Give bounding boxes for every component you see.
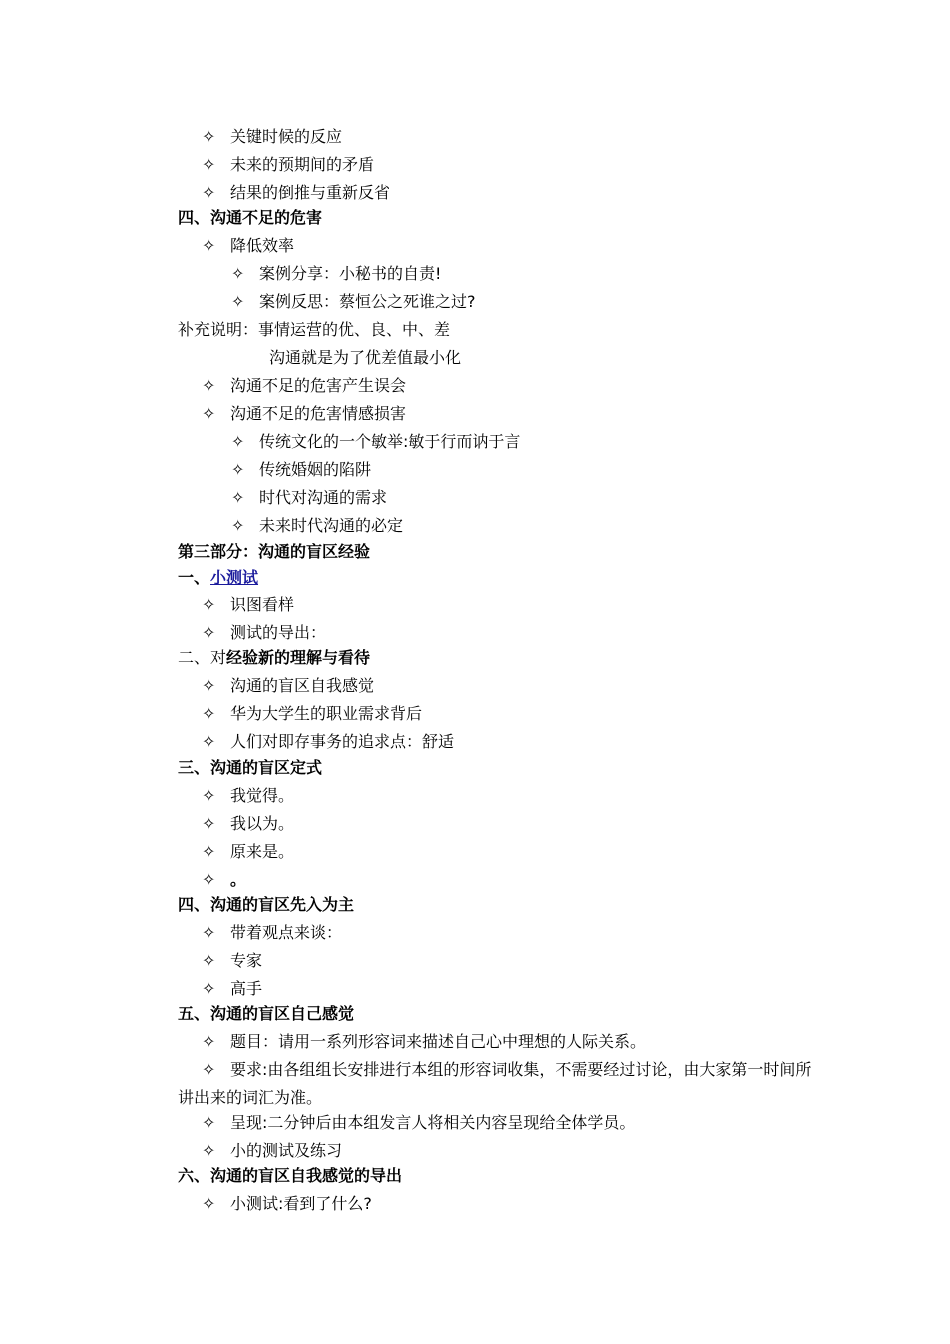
bullet-icon: ✧ [202, 979, 216, 998]
list-item-text: 我以为。 [230, 814, 295, 833]
bullet-icon: ✧ [202, 1194, 216, 1213]
sub-list-item [231, 291, 476, 313]
list-item-text: 降低效率 [230, 236, 295, 255]
list-item [202, 1031, 646, 1053]
sub-list-item [231, 487, 387, 509]
bullet-icon: ✧ [202, 786, 216, 805]
list-item-text: 案例反思：蔡恒公之死谁之过? [259, 292, 476, 311]
list-item [202, 785, 294, 807]
note-line: 补充说明：事情运营的优、良、中、差 [178, 320, 451, 339]
list-item [202, 950, 262, 972]
list-item-text: 关键时候的反应 [230, 127, 343, 146]
list-item-text: 时代对沟通的需求 [259, 488, 388, 507]
bullet-icon: ✧ [202, 923, 216, 942]
part-heading: 第三部分：沟通的盲区经验 [178, 542, 371, 561]
list-item-text: 沟通的盲区自我感觉 [230, 676, 375, 695]
list-item [202, 1112, 635, 1134]
list-item-text: 传统文化的一个敏举:敏于行而讷于言 [259, 432, 521, 451]
list-item-text: 小测试:看到了什么? [230, 1194, 372, 1213]
bullet-icon: ✧ [202, 814, 216, 833]
list-item-text: 结果的倒推与重新反省 [230, 183, 391, 202]
section-number: 一、 [178, 568, 211, 587]
list-item [202, 235, 294, 257]
list-item-text: 识图看样 [230, 595, 295, 614]
list-item-text: 带着观点来谈： [230, 923, 343, 942]
list-item-text: 沟通不足的危害情感损害 [230, 404, 407, 423]
list-item-text: 沟通不足的危害产生误会 [230, 376, 407, 395]
list-item [202, 869, 246, 891]
bullet-icon: ✧ [202, 595, 216, 614]
list-item [202, 182, 390, 204]
bullet-icon: ✧ [231, 432, 245, 451]
bullet-icon: ✧ [202, 623, 216, 642]
bullet-icon: ✧ [202, 127, 216, 146]
section-heading: 六、沟通的盲区自我感觉的导出 [178, 1166, 403, 1185]
bullet-icon: ✧ [231, 264, 245, 283]
list-item-text: 原来是。 [230, 842, 295, 861]
list-item [202, 703, 422, 725]
list-item-text: 人们对即存事务的追求点：舒适 [230, 732, 455, 751]
list-item [202, 1193, 372, 1215]
list-item [202, 594, 294, 616]
list-item-text: 题目：请用一系列形容词来描述自己心中理想的人际关系。 [230, 1032, 647, 1051]
sub-list-item [231, 431, 520, 453]
list-item-text: 。 [230, 870, 247, 889]
list-item [202, 731, 454, 753]
bullet-icon: ✧ [202, 183, 216, 202]
section-link[interactable]: 小测试 [210, 568, 259, 587]
bullet-icon: ✧ [202, 732, 216, 751]
section-number: 二、对 [178, 648, 227, 667]
list-item-text: 我觉得。 [230, 786, 295, 805]
bullet-icon: ✧ [231, 488, 245, 507]
list-item-text: 测试的导出： [230, 623, 327, 642]
list-item-text: 案例分享：小秘书的自责! [259, 264, 442, 283]
paragraph-text: 要求:由各组组长安排进行本组的形容词收集，不需要经过讨论，由大家第一时间所讲出来的词汇为准。 [178, 1060, 812, 1107]
list-item-text: 小的测试及练习 [230, 1141, 343, 1160]
section-heading: 五、沟通的盲区自己感觉 [178, 1004, 355, 1023]
bullet-icon: ✧ [202, 155, 216, 174]
list-item [202, 622, 326, 644]
section-title: 经验新的理解与看待 [226, 648, 371, 667]
section-heading [178, 567, 258, 589]
bullet-icon: ✧ [202, 704, 216, 723]
list-item [202, 922, 342, 944]
sub-list-item [231, 459, 371, 481]
bullet-icon: ✧ [202, 1060, 216, 1079]
list-item [202, 978, 262, 1000]
bullet-icon: ✧ [231, 460, 245, 479]
bullet-icon: ✧ [202, 1141, 216, 1160]
section-heading: 四、沟通的盲区先入为主 [178, 895, 355, 914]
section-heading [178, 647, 370, 669]
bullet-icon: ✧ [202, 236, 216, 255]
list-item-text: 专家 [230, 951, 263, 970]
list-item [202, 154, 374, 176]
bullet-icon: ✧ [231, 292, 245, 311]
list-item [202, 841, 294, 863]
list-item [202, 375, 406, 397]
sub-list-item [231, 515, 403, 537]
bullet-icon: ✧ [231, 516, 245, 535]
list-item [202, 126, 342, 148]
note-line: 沟通就是为了优差值最小化 [269, 348, 462, 367]
list-item [202, 813, 294, 835]
list-item-text: 传统婚姻的陷阱 [259, 460, 372, 479]
list-item-text: 呈现:二分钟后由本组发言人将相关内容呈现给全体学员。 [230, 1113, 636, 1132]
bullet-icon: ✧ [202, 376, 216, 395]
section-heading: 四、沟通不足的危害 [178, 208, 323, 227]
bullet-icon: ✧ [202, 842, 216, 861]
paragraph-item [178, 1056, 818, 1112]
bullet-icon: ✧ [202, 676, 216, 695]
list-item-text: 未来时代沟通的必定 [259, 516, 404, 535]
list-item [202, 675, 374, 697]
bullet-icon: ✧ [202, 1032, 216, 1051]
list-item [202, 403, 406, 425]
bullet-icon: ✧ [202, 1113, 216, 1132]
list-item-text: 高手 [230, 979, 263, 998]
bullet-icon: ✧ [202, 404, 216, 423]
list-item-text: 未来的预期间的矛盾 [230, 155, 375, 174]
bullet-icon: ✧ [202, 870, 216, 889]
list-item-text: 华为大学生的职业需求背后 [230, 704, 423, 723]
bullet-icon: ✧ [202, 951, 216, 970]
section-heading: 三、沟通的盲区定式 [178, 758, 323, 777]
list-item [202, 1140, 342, 1162]
sub-list-item [231, 263, 441, 285]
